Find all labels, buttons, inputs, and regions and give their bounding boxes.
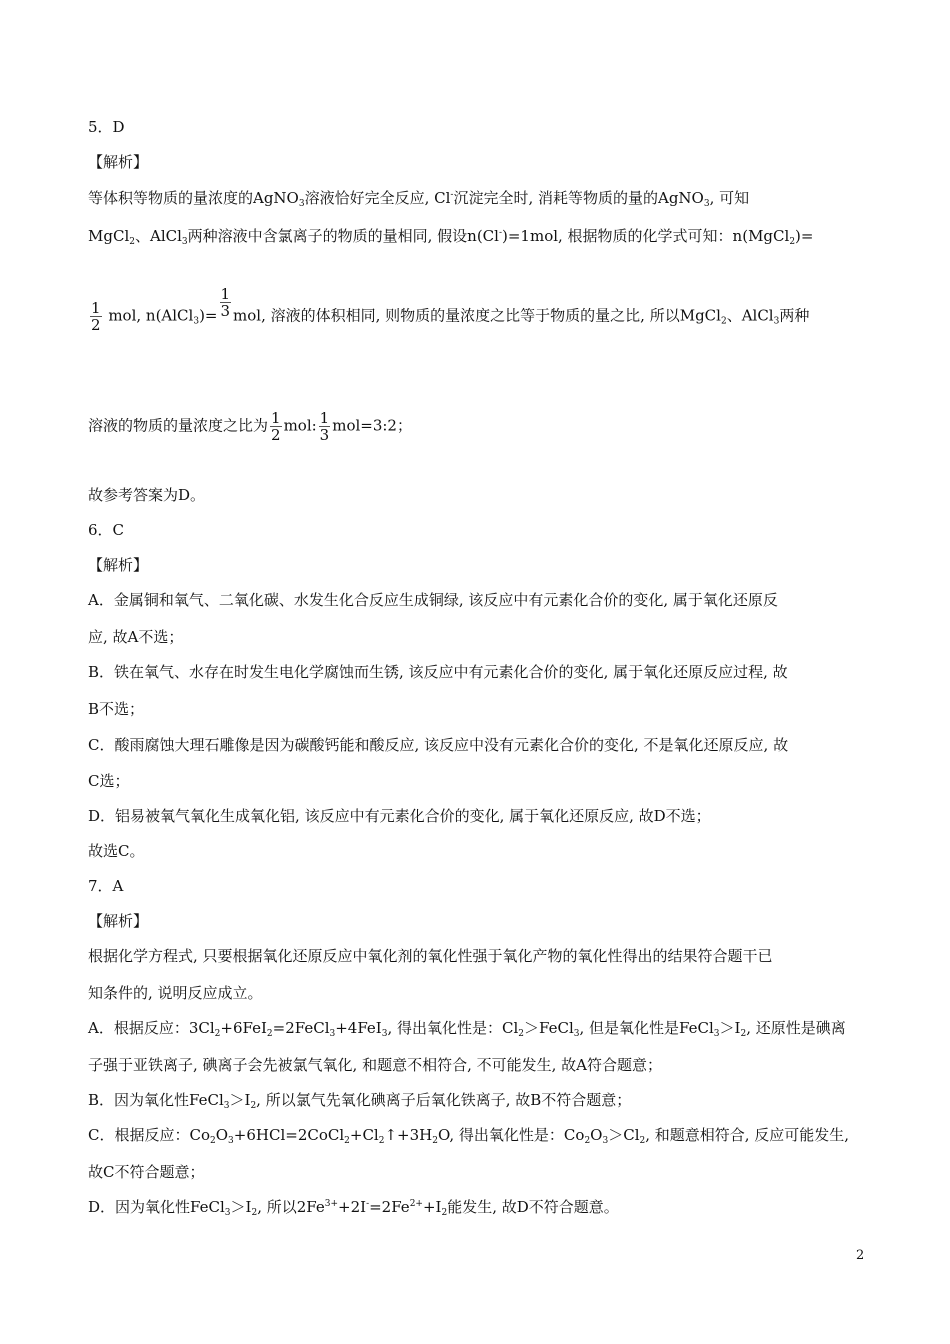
text: D．因为氧化性FeCl — [88, 1198, 225, 1216]
q5-conclusion: 故参考答案为D。 — [88, 486, 206, 504]
q7-option-d — [88, 1197, 619, 1217]
text: mol=3:2； — [332, 416, 412, 435]
text: O — [215, 1126, 229, 1144]
subscript: 2 — [639, 1136, 646, 1146]
text: , 可知 — [709, 189, 750, 207]
text: )= — [795, 227, 814, 245]
subscript: 3 — [193, 316, 200, 327]
q7-option-c-line1 — [88, 1125, 849, 1145]
superscript: - — [450, 190, 454, 200]
text: ＞FeCl — [524, 1019, 574, 1037]
denominator: 2 — [271, 426, 281, 444]
text: , 所以2Fe — [257, 1198, 325, 1216]
subscript: 2 — [584, 1136, 591, 1146]
text: +6HCl=2CoCl — [233, 1126, 345, 1144]
subscript: 3 — [228, 1136, 234, 1146]
subscript: 2 — [214, 1029, 221, 1039]
q6-option-d: D．铝易被氧气氧化生成氧化铝, 该反应中有元素化合价的变化, 属于氧化还原反应, 故D不选； — [88, 807, 711, 825]
fraction-one-third — [220, 286, 232, 319]
text: 两种 — [779, 306, 810, 325]
subscript: 3 — [602, 1136, 609, 1146]
superscript: - — [366, 1199, 370, 1209]
subscript: 2 — [720, 316, 727, 327]
subscript: 2 — [129, 237, 135, 247]
numerator: 1 — [91, 299, 101, 317]
subscript: 3 — [298, 199, 305, 209]
text: B．因为氧化性FeCl — [88, 1091, 224, 1109]
superscript: 3+ — [324, 1199, 339, 1209]
text: )=1mol, 根据物质的化学式可知：n(MgCl — [502, 227, 790, 245]
subscript: 2 — [441, 1208, 448, 1218]
q7-option-c-line2: 故C不符合题意； — [88, 1163, 205, 1181]
numerator: 1 — [271, 409, 281, 427]
text: MgCl — [88, 227, 130, 245]
text: ＞I — [719, 1019, 741, 1037]
subscript: 2 — [251, 1208, 258, 1218]
text: , 得出氧化性是：Cl — [387, 1019, 519, 1037]
text: ＞I — [229, 1091, 251, 1109]
q7-intro-line2: 知条件的, 说明反应成立。 — [88, 984, 263, 1002]
text: mol, 溶液的体积相同, 则物质的量浓度之比等于物质的量之比, 所以MgCl — [233, 306, 721, 325]
q5-paragraph-line2 — [88, 226, 813, 246]
text: =2Fe — [369, 1198, 410, 1216]
text: )= — [199, 306, 218, 325]
q6-option-a-line2: 应, 故A不选； — [88, 628, 184, 646]
text: ＞I — [230, 1198, 252, 1216]
text: 、AlCl — [134, 227, 182, 245]
text: , 和题意相符合, 反应可能发生, — [645, 1126, 850, 1144]
superscript: 2+ — [409, 1199, 423, 1209]
q6-option-b-line2: B不选； — [88, 700, 145, 718]
page-number: 2 — [856, 1248, 865, 1263]
text: , 还原性是碘离 — [746, 1019, 846, 1037]
text: mol, n(AlCl — [108, 306, 194, 325]
subscript: 3 — [223, 1101, 230, 1111]
subscript: 2 — [250, 1101, 257, 1111]
text: 溶液的物质的量浓度之比为 — [88, 416, 269, 435]
subscript: 2 — [210, 1136, 216, 1146]
text: +2I — [338, 1198, 367, 1216]
text: +6FeI — [220, 1019, 267, 1037]
text: , 所以氯气先氧化碘离子后氧化铁离子, 故B不符合题意； — [256, 1091, 632, 1109]
subscript: 2 — [518, 1029, 525, 1039]
subscript: 3 — [703, 199, 710, 209]
q6-option-c-line1: C．酸雨腐蚀大理石雕像是因为碳酸钙能和酸反应, 该反应中没有元素化合价的变化, 不是氧化还原反应, 故 — [88, 736, 789, 754]
text: mol: — [283, 416, 317, 435]
text: 能发生, 故D不符合题意。 — [447, 1198, 619, 1216]
text: ＞Cl — [608, 1126, 640, 1144]
q6-analysis-label: 【解析】 — [88, 556, 149, 574]
text: +4FeI — [335, 1019, 382, 1037]
subscript: 3 — [773, 316, 780, 327]
fraction-one-third — [319, 410, 331, 443]
text: O — [590, 1126, 603, 1144]
q6-option-c-line2: C选； — [88, 772, 130, 790]
text: 两种溶液中含氯离子的物质的量相同, 假设n(Cl — [187, 227, 499, 245]
q6-conclusion: 故选C。 — [88, 842, 145, 860]
text: 等体积等物质的量浓度的AgNO — [88, 189, 299, 207]
q7-intro-line1: 根据化学方程式, 只要根据氧化还原反应中氧化剂的氧化性强于氧化产物的氧化性得出的结果符合题干已 — [88, 947, 773, 965]
text: ↑+3H — [384, 1126, 433, 1144]
q5-paragraph-line4 — [88, 410, 412, 443]
q6-option-a-line1: A．金属铜和氧气、二氧化碳、水发生化合反应生成铜绿, 该反应中有元素化合价的变化, 属于氧化还原反 — [88, 591, 778, 609]
q7-analysis-label: 【解析】 — [88, 912, 149, 930]
q5-paragraph-line1 — [88, 188, 749, 208]
denominator: 3 — [319, 426, 330, 444]
q5-answer: 5．D — [88, 118, 125, 136]
superscript: - — [498, 228, 502, 238]
numerator: 1 — [220, 285, 231, 303]
text: =2FeCl — [272, 1019, 330, 1037]
subscript: 2 — [432, 1136, 438, 1146]
subscript: 3 — [381, 1029, 388, 1039]
text: O, 得出氧化性是：Co — [437, 1126, 585, 1144]
fraction-one-half — [90, 300, 102, 333]
q7-answer: 7．A — [88, 877, 124, 895]
subscript: 2 — [344, 1136, 350, 1146]
fraction-one-half — [270, 410, 282, 443]
subscript: 2 — [266, 1029, 273, 1039]
text: , 但是氧化性是FeCl — [579, 1019, 714, 1037]
subscript: 2 — [789, 237, 796, 247]
denominator: 3 — [220, 302, 231, 320]
q7-option-a-line2: 子强于亚铁离子, 碘离子会先被氯气氧化, 和题意不相符合, 不可能发生, 故A符合题意； — [88, 1056, 662, 1074]
subscript: 2 — [740, 1029, 747, 1039]
q6-option-b-line1: B．铁在氧气、水存在时发生电化学腐蚀而生锈, 该反应中有元素化合价的变化, 属于氧化还原反应过程, 故 — [88, 663, 788, 681]
subscript: 3 — [713, 1029, 720, 1039]
text: A．根据反应：3Cl — [88, 1019, 215, 1037]
q5-analysis-label: 【解析】 — [88, 153, 149, 171]
numerator: 1 — [319, 409, 330, 427]
text: C．根据反应：Co — [88, 1126, 210, 1144]
subscript: 3 — [573, 1029, 580, 1039]
text: 沉淀完全时, 消耗等物质的量的AgNO — [453, 189, 704, 207]
denominator: 2 — [91, 316, 101, 334]
subscript: 3 — [329, 1029, 336, 1039]
text: +I — [422, 1198, 442, 1216]
subscript: 3 — [224, 1208, 231, 1218]
subscript: 3 — [181, 237, 188, 247]
text: 、AlCl — [726, 306, 774, 325]
text: 溶液恰好完全反应, Cl — [304, 189, 451, 207]
subscript: 2 — [378, 1136, 385, 1146]
q5-paragraph-line3 — [88, 285, 810, 334]
q7-option-b — [88, 1090, 631, 1110]
text: +Cl — [349, 1126, 379, 1144]
q6-answer: 6．C — [88, 521, 125, 539]
q7-option-a-line1 — [88, 1018, 846, 1038]
